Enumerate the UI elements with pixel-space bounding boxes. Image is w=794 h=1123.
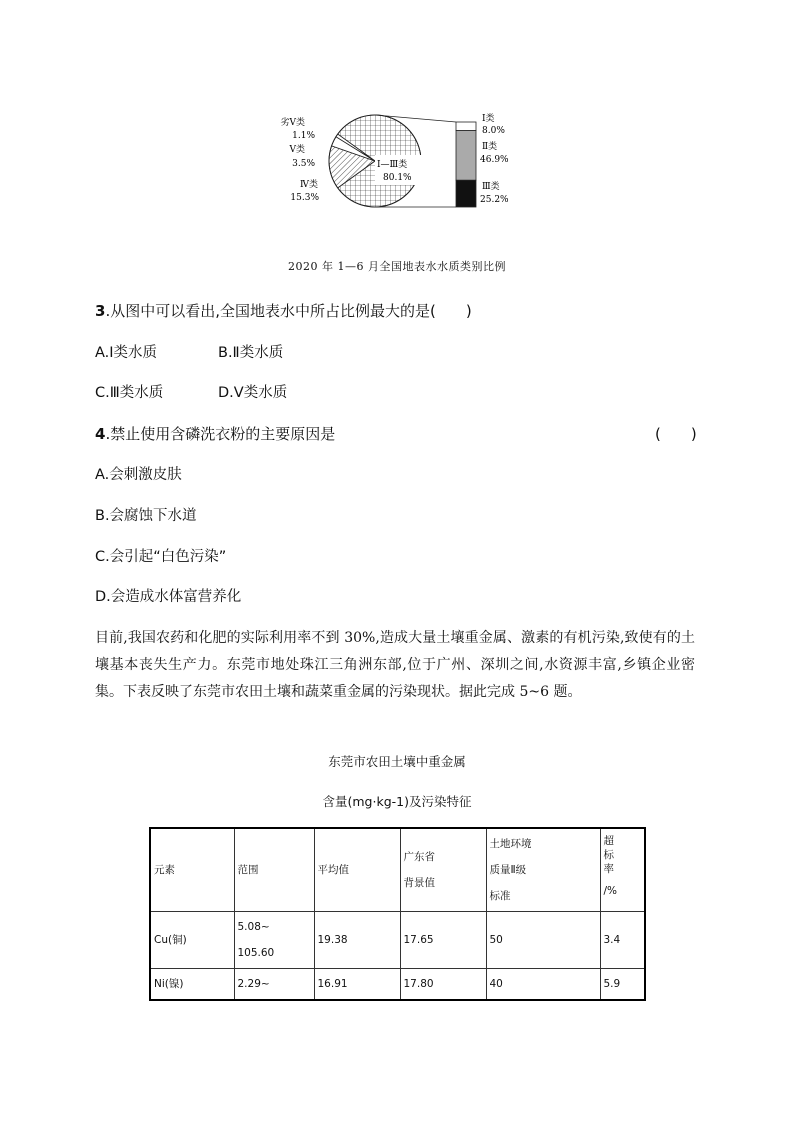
header-standard <box>486 828 600 912</box>
q3-option-c[interactable]: C.Ⅲ类水质 <box>95 385 164 401</box>
table-title-line2: 含量(mg·kg-1)及污染特征 <box>322 794 472 809</box>
q3-option-d[interactable]: D.Ⅴ类水质 <box>218 385 288 401</box>
q4-option-d[interactable]: D.会造成水体富营养化 <box>95 589 242 605</box>
question-4-answer-paren: ( ) <box>655 425 697 443</box>
cell-mean: 19.38 <box>314 912 400 969</box>
q3-option-b[interactable]: B.Ⅱ类水质 <box>218 345 284 361</box>
reading-passage: 目前,我国农药和化肥的实际利用率不到 30%,造成大量土壤重金属、激素的有机污染,致使有的土壤基本丧失生产力。东莞市地处珠江三角洲东部,位于广州、深圳之间,水资源丰富,乡镇企业密集。下表反映了东莞市农田土壤和蔬菜重金属的污染现状。据此完成 5~6 题。 <box>95 630 695 700</box>
bar-segment-ii <box>456 130 476 180</box>
water-quality-figure <box>275 105 515 215</box>
cell-range <box>234 912 314 969</box>
cell-over-rate: 5.9 <box>600 969 645 1001</box>
label-ii: Ⅱ类 <box>482 142 498 152</box>
question-4-number: 4 <box>95 425 106 443</box>
header-std-line3: 标准 <box>489 890 511 902</box>
cell-standard: 40 <box>486 969 600 1001</box>
label-i-pct: 8.0% <box>482 126 505 136</box>
cell-range-line2: 105.60 <box>237 947 275 959</box>
label-v-pct: 3.5% <box>292 159 315 169</box>
label-v: Ⅴ类 <box>289 145 305 155</box>
header-element: 元素 <box>150 828 234 912</box>
q4-option-c[interactable]: C.会引起“白色污染” <box>95 549 227 565</box>
question-3 <box>95 300 472 321</box>
header-over-line4: /% <box>603 885 618 897</box>
water-quality-pie-chart <box>275 105 515 215</box>
figure-caption: 2020 年 1—6 月全国地表水水质类别比例 <box>288 260 506 273</box>
cell-range-line1: 5.08~ <box>237 921 270 933</box>
header-bg-line1: 广东省 <box>403 851 435 863</box>
label-i: Ⅰ类 <box>482 114 495 124</box>
label-iii: Ⅲ类 <box>482 182 500 192</box>
table-row <box>150 969 645 1001</box>
header-range: 范围 <box>234 828 314 912</box>
cell-standard: 50 <box>486 912 600 969</box>
label-inferior-v: 劣Ⅴ类 <box>280 118 305 128</box>
label-iv-pct: 15.3% <box>290 193 319 203</box>
cell-mean: 16.91 <box>314 969 400 1001</box>
bar-segment-iii <box>456 180 476 207</box>
header-over-standard-rate <box>600 828 645 912</box>
question-3-stem: .从图中可以看出,全国地表水中所占比例最大的是( ) <box>105 302 472 320</box>
header-mean: 平均值 <box>314 828 400 912</box>
header-background-value <box>400 828 486 912</box>
q3-option-a[interactable]: A.Ⅰ类水质 <box>95 345 158 361</box>
cell-element: Cu(铜) <box>150 912 234 969</box>
table-header-row <box>150 828 645 912</box>
header-bg-line2: 背景值 <box>403 877 435 889</box>
cell-element: Ni(镍) <box>150 969 234 1001</box>
cell-range: 2.29~ <box>234 969 314 1001</box>
header-over-line3: 率 <box>603 863 614 875</box>
bar-segment-i <box>456 122 476 130</box>
table-row <box>150 912 645 969</box>
header-std-line1: 土地环境 <box>489 838 532 850</box>
label-ii-pct: 46.9% <box>480 155 509 165</box>
cell-over-rate: 3.4 <box>600 912 645 969</box>
header-over-line2: 标 <box>603 849 614 861</box>
cell-background: 17.80 <box>400 969 486 1001</box>
label-i-iii: Ⅰ—Ⅲ类 <box>377 160 408 170</box>
header-std-line2: 质量Ⅱ级 <box>489 864 527 876</box>
question-4 <box>95 423 335 444</box>
header-over-line1: 超 <box>603 835 614 847</box>
question-4-stem: .禁止使用含磷洗衣粉的主要原因是 <box>105 425 336 443</box>
q4-option-a[interactable]: A.会刺激皮肤 <box>95 467 182 483</box>
q4-option-b[interactable]: B.会腐蚀下水道 <box>95 508 197 524</box>
table-title-line1: 东莞市农田土壤中重金属 <box>328 754 466 769</box>
question-3-number: 3 <box>95 302 106 320</box>
cell-background: 17.65 <box>400 912 486 969</box>
label-i-iii-pct: 80.1% <box>383 173 412 183</box>
label-iv: Ⅳ类 <box>300 180 318 190</box>
label-inferior-v-pct: 1.1% <box>292 131 315 141</box>
label-iii-pct: 25.2% <box>480 195 509 205</box>
heavy-metal-table <box>149 827 646 1001</box>
